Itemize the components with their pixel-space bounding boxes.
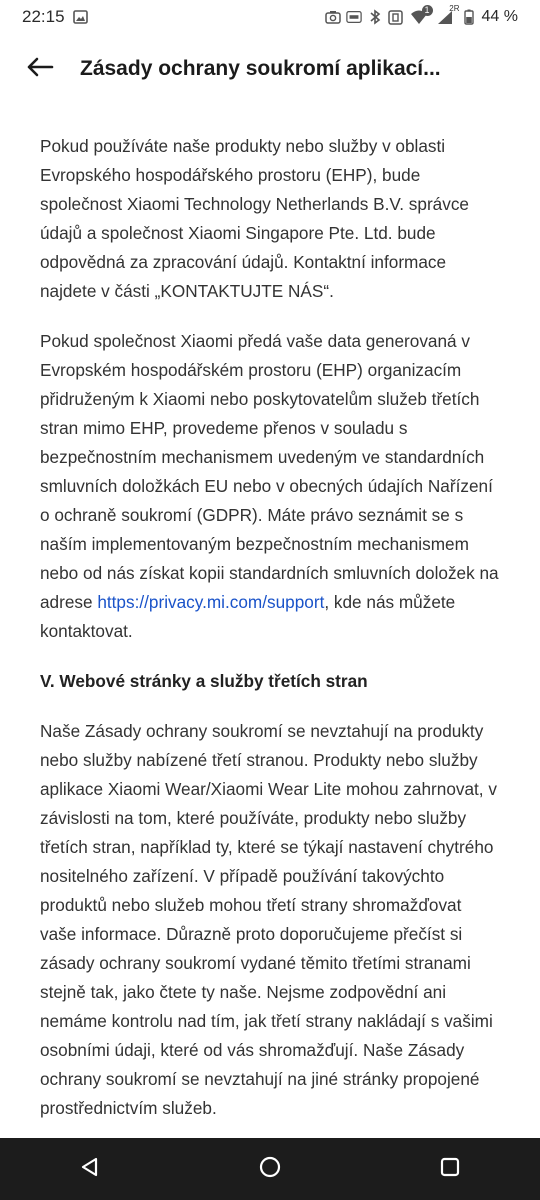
policy-paragraph-third-party: Naše Zásady ochrany soukromí se nevztahují na produkty nebo služby nabízené třetí stranou. Produkty nebo služby aplikace Xiaomi Wear/Xiaomi Wear Lite mohou zahrnovat, v závislosti na tom, které používáte, produkty nebo služby třetích stran, například ty, které se týkají nastavení chytrého nositelného zařízení. V případě používání takovýchto produktů nebo služeb mohou třetí strany shromažďovat vaše informace. Důrazně proto doporučujeme přečíst si zásady ochrany soukromí vydané těmito třetími stranami stejně tak, jako čtete ty naše. Nejsme zodpovědní ani nemáme kontrolu nad tím, jak třetí strany nakládají s vašimi osobními údaji, které od vás shromažďují. Naše Zásady ochrany soukromí se nevztahují na jiné stránky propojené prostřednictvím služeb. xyxy=(40,721,497,1118)
nav-home-button[interactable] xyxy=(240,1138,300,1200)
transfer-text-before-link: Pokud společnost Xiaomi předá vaše data generovaná v Evropském hospodářském prostoru (EHP) organizacím přidruženým k Xiaomi nebo poskytovatelům služeb třetích stran mimo EHP, provedeme přenos v souladu s bezpečnostním mechanismem uvedeným ve standardních smluvních doložkách EU nebo v obecných údajích Nařízení o ochraně soukromí (GDPR). Máte právo seznámit se s naším implementovaným bezpečnostním mechanismem nebo od nás získat kopii standardních smluvních doložek na adrese xyxy=(40,331,499,612)
signal-badge: 1 xyxy=(422,5,433,16)
privacy-support-link[interactable]: https://privacy.mi.com/support xyxy=(97,592,325,612)
triangle-back-icon xyxy=(80,1157,100,1182)
signal-strength-icon xyxy=(434,4,460,25)
status-right xyxy=(325,4,518,26)
nav-back-button[interactable] xyxy=(60,1138,120,1200)
transfer-text-after-link: , kde nás můžete kontaktovat. xyxy=(40,592,456,641)
gallery-notification-icon xyxy=(73,9,89,25)
status-bar xyxy=(0,0,540,34)
section-heading-third-party: V. Webové stránky a služby třetích stran xyxy=(40,671,368,691)
battery-icon xyxy=(461,9,477,25)
status-left xyxy=(22,7,89,27)
policy-content[interactable] xyxy=(40,132,502,1136)
circle-home-icon xyxy=(259,1156,281,1183)
page-title: Zásady ochrany soukromí aplikací... xyxy=(80,57,441,80)
nav-recents-button[interactable] xyxy=(420,1138,480,1200)
status-time: 22:15 xyxy=(22,7,65,26)
camera-icon xyxy=(325,9,341,25)
square-recents-icon xyxy=(440,1157,460,1182)
auto-brightness-icon xyxy=(346,9,362,25)
battery-percent: 44 % xyxy=(481,8,518,25)
policy-paragraph-eea-controller: Pokud používáte naše produkty nebo služby v oblasti Evropského hospodářského prostoru (EHP), bude společnost Xiaomi Technology Netherlands B.V. správce údajů a společnost Xiaomi Singapore Pte. Ltd. bude odpovědná za zpracování údajů. Kontaktní informace najdete v části „KONTAKTUJTE NÁS“. xyxy=(40,136,469,301)
policy-paragraph-data-transfer xyxy=(40,327,502,646)
network-badge: 2R xyxy=(449,4,460,13)
bluetooth-icon xyxy=(367,9,383,25)
arrow-left-icon xyxy=(26,56,54,83)
system-nav-bar xyxy=(0,1138,540,1200)
wifi-icon xyxy=(409,5,430,25)
app-bar xyxy=(0,42,540,96)
nfc-icon xyxy=(388,9,404,25)
back-button[interactable] xyxy=(0,42,80,96)
